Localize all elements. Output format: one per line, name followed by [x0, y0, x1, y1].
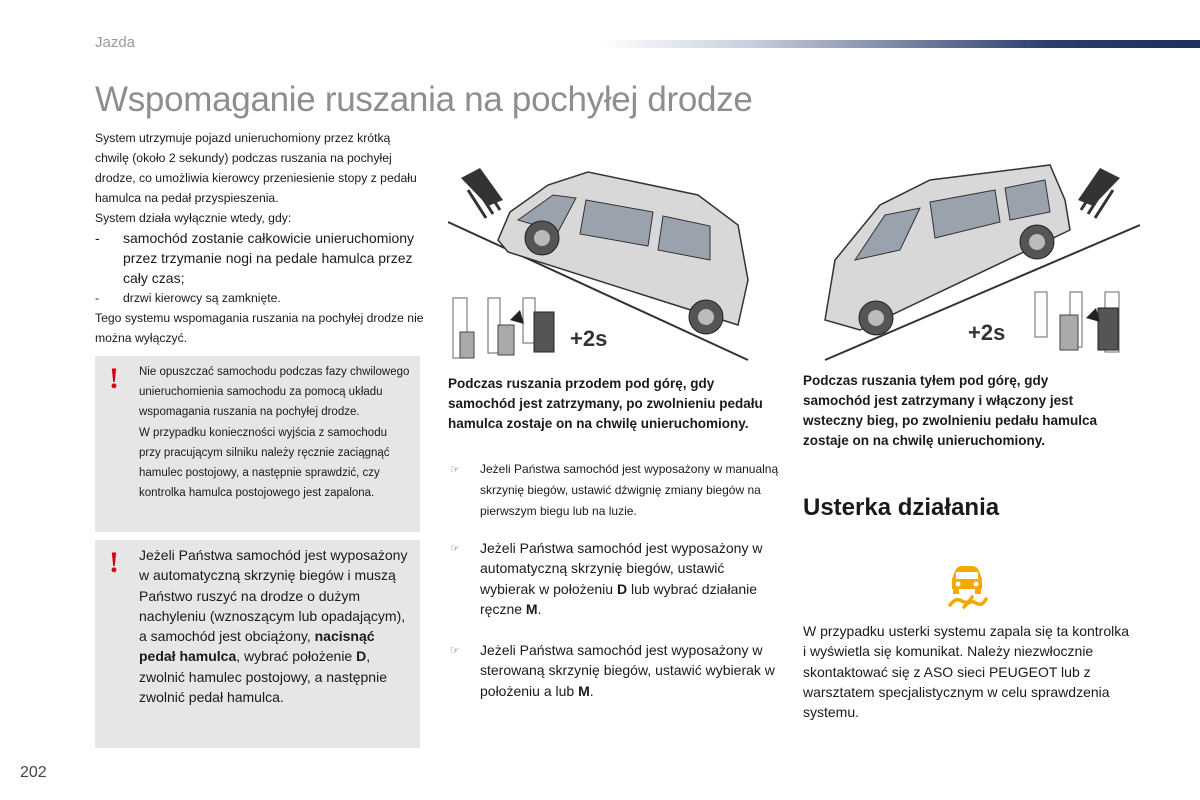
- exclamation-icon: !: [109, 546, 119, 579]
- exclamation-icon: !: [109, 362, 119, 395]
- page-title: Wspomaganie ruszania na pochyłej drodze: [95, 80, 753, 119]
- section-heading: Usterka działania: [803, 494, 1000, 521]
- forward-caption: Podczas ruszania przodem pod górę, gdy samochód jest zatrzymany, po zwolnieniu pedału hamulca zostaje on na chwilę unieruchomiony.: [448, 376, 763, 431]
- pedals-icon: [1035, 292, 1119, 352]
- traction-warning-icon: [942, 563, 992, 609]
- warning-box: [95, 356, 420, 532]
- text-emphasis: M: [525, 600, 538, 617]
- pedals-icon: [453, 298, 554, 358]
- header-bar: [600, 40, 1200, 48]
- intro-paragraph: System utrzymuje pojazd unieruchomiony przez krótką chwilę (około 2 sekundy) podczas ruszania na pochyłej drodze, co umożliwia kierowcy przeniesienie stopy z pedału hamulca na pedał przyspieszenia.: [95, 131, 417, 205]
- list-item-text: Jeżeli Państwa samochód jest wyposażony w manualną skrzynię biegów, ustawić dźwignię zmiany biegów na pierwszym biegu lub na luzie.: [480, 462, 779, 518]
- reverse-uphill-illustration: [800, 160, 1140, 365]
- warning-line: W przypadku konieczności wyjścia z samochodu przy pracującym silniku należy ręcznie zaciągnąć hamulec postojowy, a następnie sprawdzić, czy kontrolka hamulca postojowego jest zapalona.: [139, 426, 390, 500]
- warning-emphasis: nacisnąć pedał hamulca: [139, 628, 375, 665]
- pointing-hand-icon: ☞: [450, 543, 460, 555]
- text-part: .: [537, 600, 542, 617]
- van-icon: [825, 165, 1070, 335]
- page-number: 202: [20, 764, 47, 781]
- timer-label: +2s: [570, 326, 608, 351]
- list-item-text: [480, 538, 783, 619]
- pointing-hand-icon: ☞: [450, 464, 460, 476]
- list-item: [95, 288, 425, 308]
- list-item: [448, 459, 783, 522]
- text-part: lub wybrać działanie ręczne: [480, 580, 758, 617]
- warning-text: [139, 362, 411, 503]
- list-item: [448, 640, 783, 701]
- direction-arrow-icon: [1078, 168, 1120, 218]
- pointing-hand-icon: ☞: [450, 645, 460, 657]
- fault-description: W przypadku usterki systemu zapala się ta kontrolka i wyświetla się komunikat. Należy niezwłocznie skontaktować się z ASO sieci PEUGEOT lub z warsztatem specjalistycznym w celu sprawdzenia systemu.: [803, 623, 1130, 721]
- text-emphasis: M: [578, 682, 590, 699]
- direction-arrow-icon: [461, 168, 503, 218]
- bullet-marker: -: [95, 291, 100, 305]
- warning-emphasis: D: [356, 648, 367, 665]
- warning-text: [139, 545, 411, 707]
- text-part: Jeżeli Państwa samochód jest wyposażony w automatyczną skrzynię biegów, ustawić wybierak w położeniu: [480, 540, 763, 597]
- forward-uphill-illustration: [448, 160, 760, 365]
- text-part: Jeżeli Państwa samochód jest wyposażony w sterowaną skrzynię biegów, ustawić wybierak w położeniu a lub: [480, 642, 775, 699]
- warning-box: [95, 540, 420, 748]
- bullet-marker: -: [95, 230, 100, 246]
- text-emphasis: D: [616, 580, 628, 597]
- reverse-caption: Podczas ruszania tyłem pod górę, gdy samochód jest zatrzymany i włączony jest wsteczny bieg, po zwolnieniu pedału hamulca zostaje on na chwilę unieruchomiony.: [803, 373, 1098, 448]
- intro-paragraph: Tego systemu wspomagania ruszania na pochyłej drodze nie można wyłączyć.: [95, 311, 424, 345]
- list-item-text: samochód zostanie całkowicie unieruchomiony przez trzymanie nogi na pedale hamulca przez cały czas;: [123, 230, 415, 286]
- warning-line: Nie opuszczać samochodu podczas fazy chwilowego unieruchomienia samochodu za pomocą układu wspomagania ruszania na pochyłej drodze.: [139, 366, 410, 419]
- list-item-text: [480, 640, 783, 701]
- list-item: [95, 228, 425, 288]
- warning-text-part: , zwolnić hamulec postojowy, a następnie zwolnić pedał hamulca.: [139, 648, 387, 706]
- intro-text: [95, 128, 425, 348]
- warning-text-part: Jeżeli Państwa samochód jest wyposażony w automatyczną skrzynię biegów i muszą Państwo ruszyć na drodze o dużym nachyleniu (wznoszącym lub opadającym), a samochód jest obciążony,: [139, 547, 408, 645]
- list-item: [448, 538, 783, 619]
- timer-icon: [968, 320, 1005, 345]
- text-part: .: [589, 682, 594, 699]
- timer-icon: [570, 326, 607, 351]
- warning-text-part: , wybrać położenie: [236, 648, 357, 665]
- list-item-text: drzwi kierowcy są zamknięte.: [123, 291, 281, 305]
- intro-paragraph: System działa wyłącznie wtedy, gdy:: [95, 211, 292, 225]
- timer-label: +2s: [968, 320, 1006, 345]
- section-label: Jazda: [95, 34, 136, 51]
